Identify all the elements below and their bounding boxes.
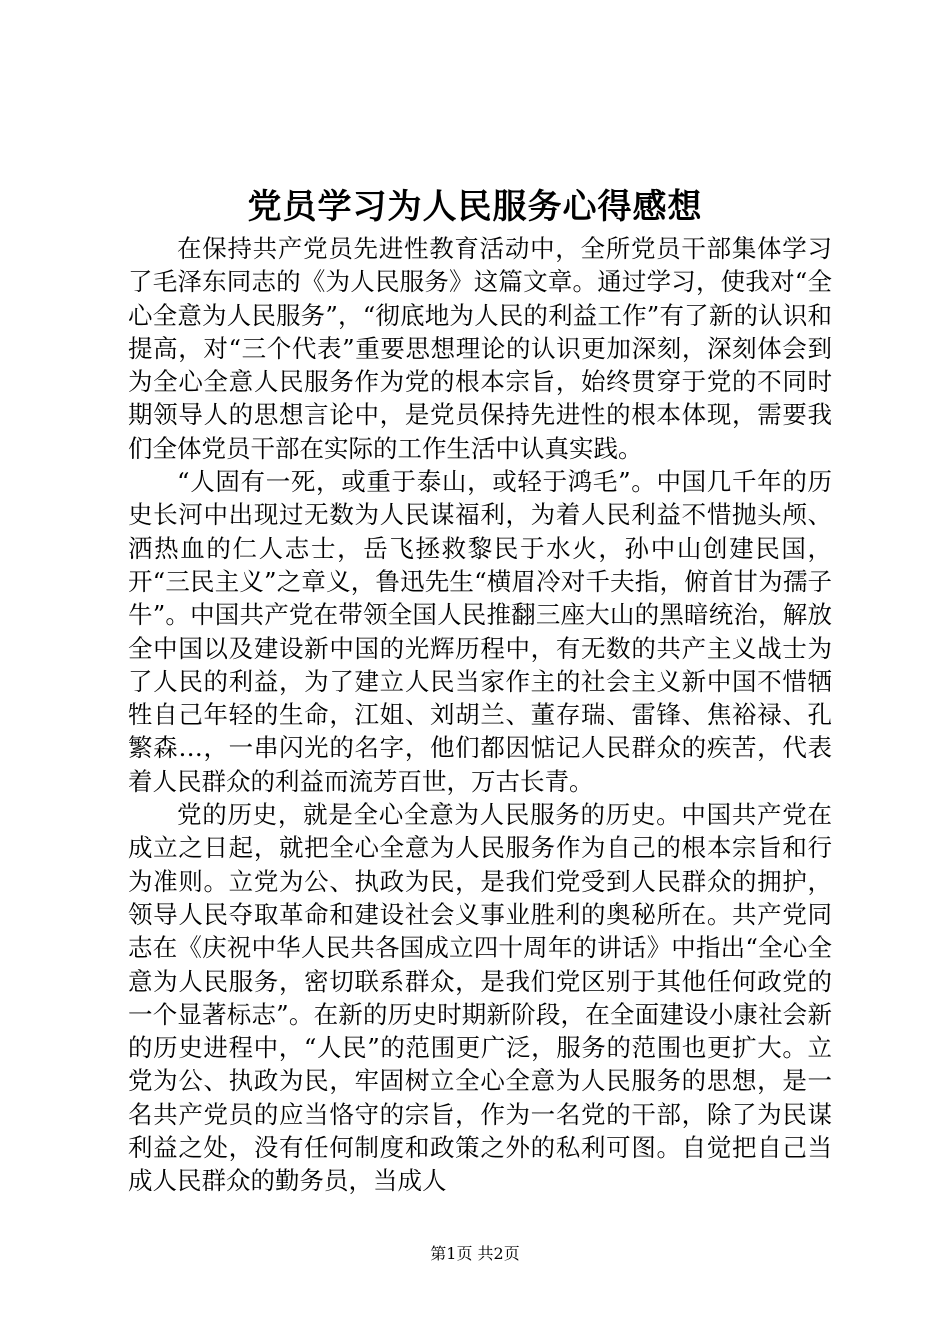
paragraph-3: 党的历史，就是全心全意为人民服务的历史。中国共产党在成立之日起，就把全心全意为人民服务作为自己的根本宗旨和行为准则。立党为公、执政为民，是我们党受到人民群众的拥护，领导人民夺取革命和建设社会义事业胜利的奥秘所在。共产党同志在《庆祝中华人民共各国成立四十周年的讲话》中指出“全心全意为人民服务，密切联系群众，是我们党区别于其他任何政党的一个显著标志”。在新的历史时期新阶段，在全面建设小康社会新的历史进程中，“人民”的范围更广泛，服务的范围也更扩大。立党为公、执政为民，牢固树立全心全意为人民服务的思想，是一名共产党员的应当恪守的宗旨，作为一名党的干部，除了为民谋利益之处，没有任何制度和政策之外的私利可图。自觉把自己当成人民群众的勤务员，当成人 [128, 800, 832, 1196]
page-number-footer: 第1页 共2页 [430, 1244, 520, 1263]
document-title: 党员学习为人民服务心得感想 [247, 187, 703, 227]
paragraph-1: 在保持共产党员先进性教育活动中，全所党员干部集体学习了毛泽东同志的《为人民服务》这篇文章。通过学习，使我对“全心全意为人民服务”，“彻底地为人民的利益工作”有了新的认识和提高，对“三个代表”重要思想理论的认识更加深刻，深刻体会到为全心全意人民服务作为党的根本宗旨，始终贯穿于党的不同时期领导人的思想言论中，是党员保持先进性的根本体现，需要我们全体党员干部在实际的工作生活中认真实践。 [128, 234, 832, 463]
paragraph-2: “人固有一死，或重于泰山，或轻于鸿毛”。中国几千年的历史长河中出现过无数为人民谋福利，为着人民利益不惜抛头颅、洒热血的仁人志士，岳飞拯救黎民于水火，孙中山创建民国，开“三民主义”之章义，鲁迅先生“横眉冷对千夫指，俯首甘为孺子牛”。中国共产党在带领全国人民推翻三座大山的黑暗统治，解放全中国以及建设新中国的光辉历程中，有无数的共产主义战士为了人民的利益，为了建立人民当家作主的社会主义新中国不惜牺牲自己年轻的生命，江姐、刘胡兰、董存瑞、雷锋、焦裕禄、孔繁森…，一串闪光的名字，他们都因惦记人民群众的疾苦，代表着人民群众的利益而流芳百世，万古长青。 [128, 467, 832, 796]
document-body [128, 232, 832, 1198]
